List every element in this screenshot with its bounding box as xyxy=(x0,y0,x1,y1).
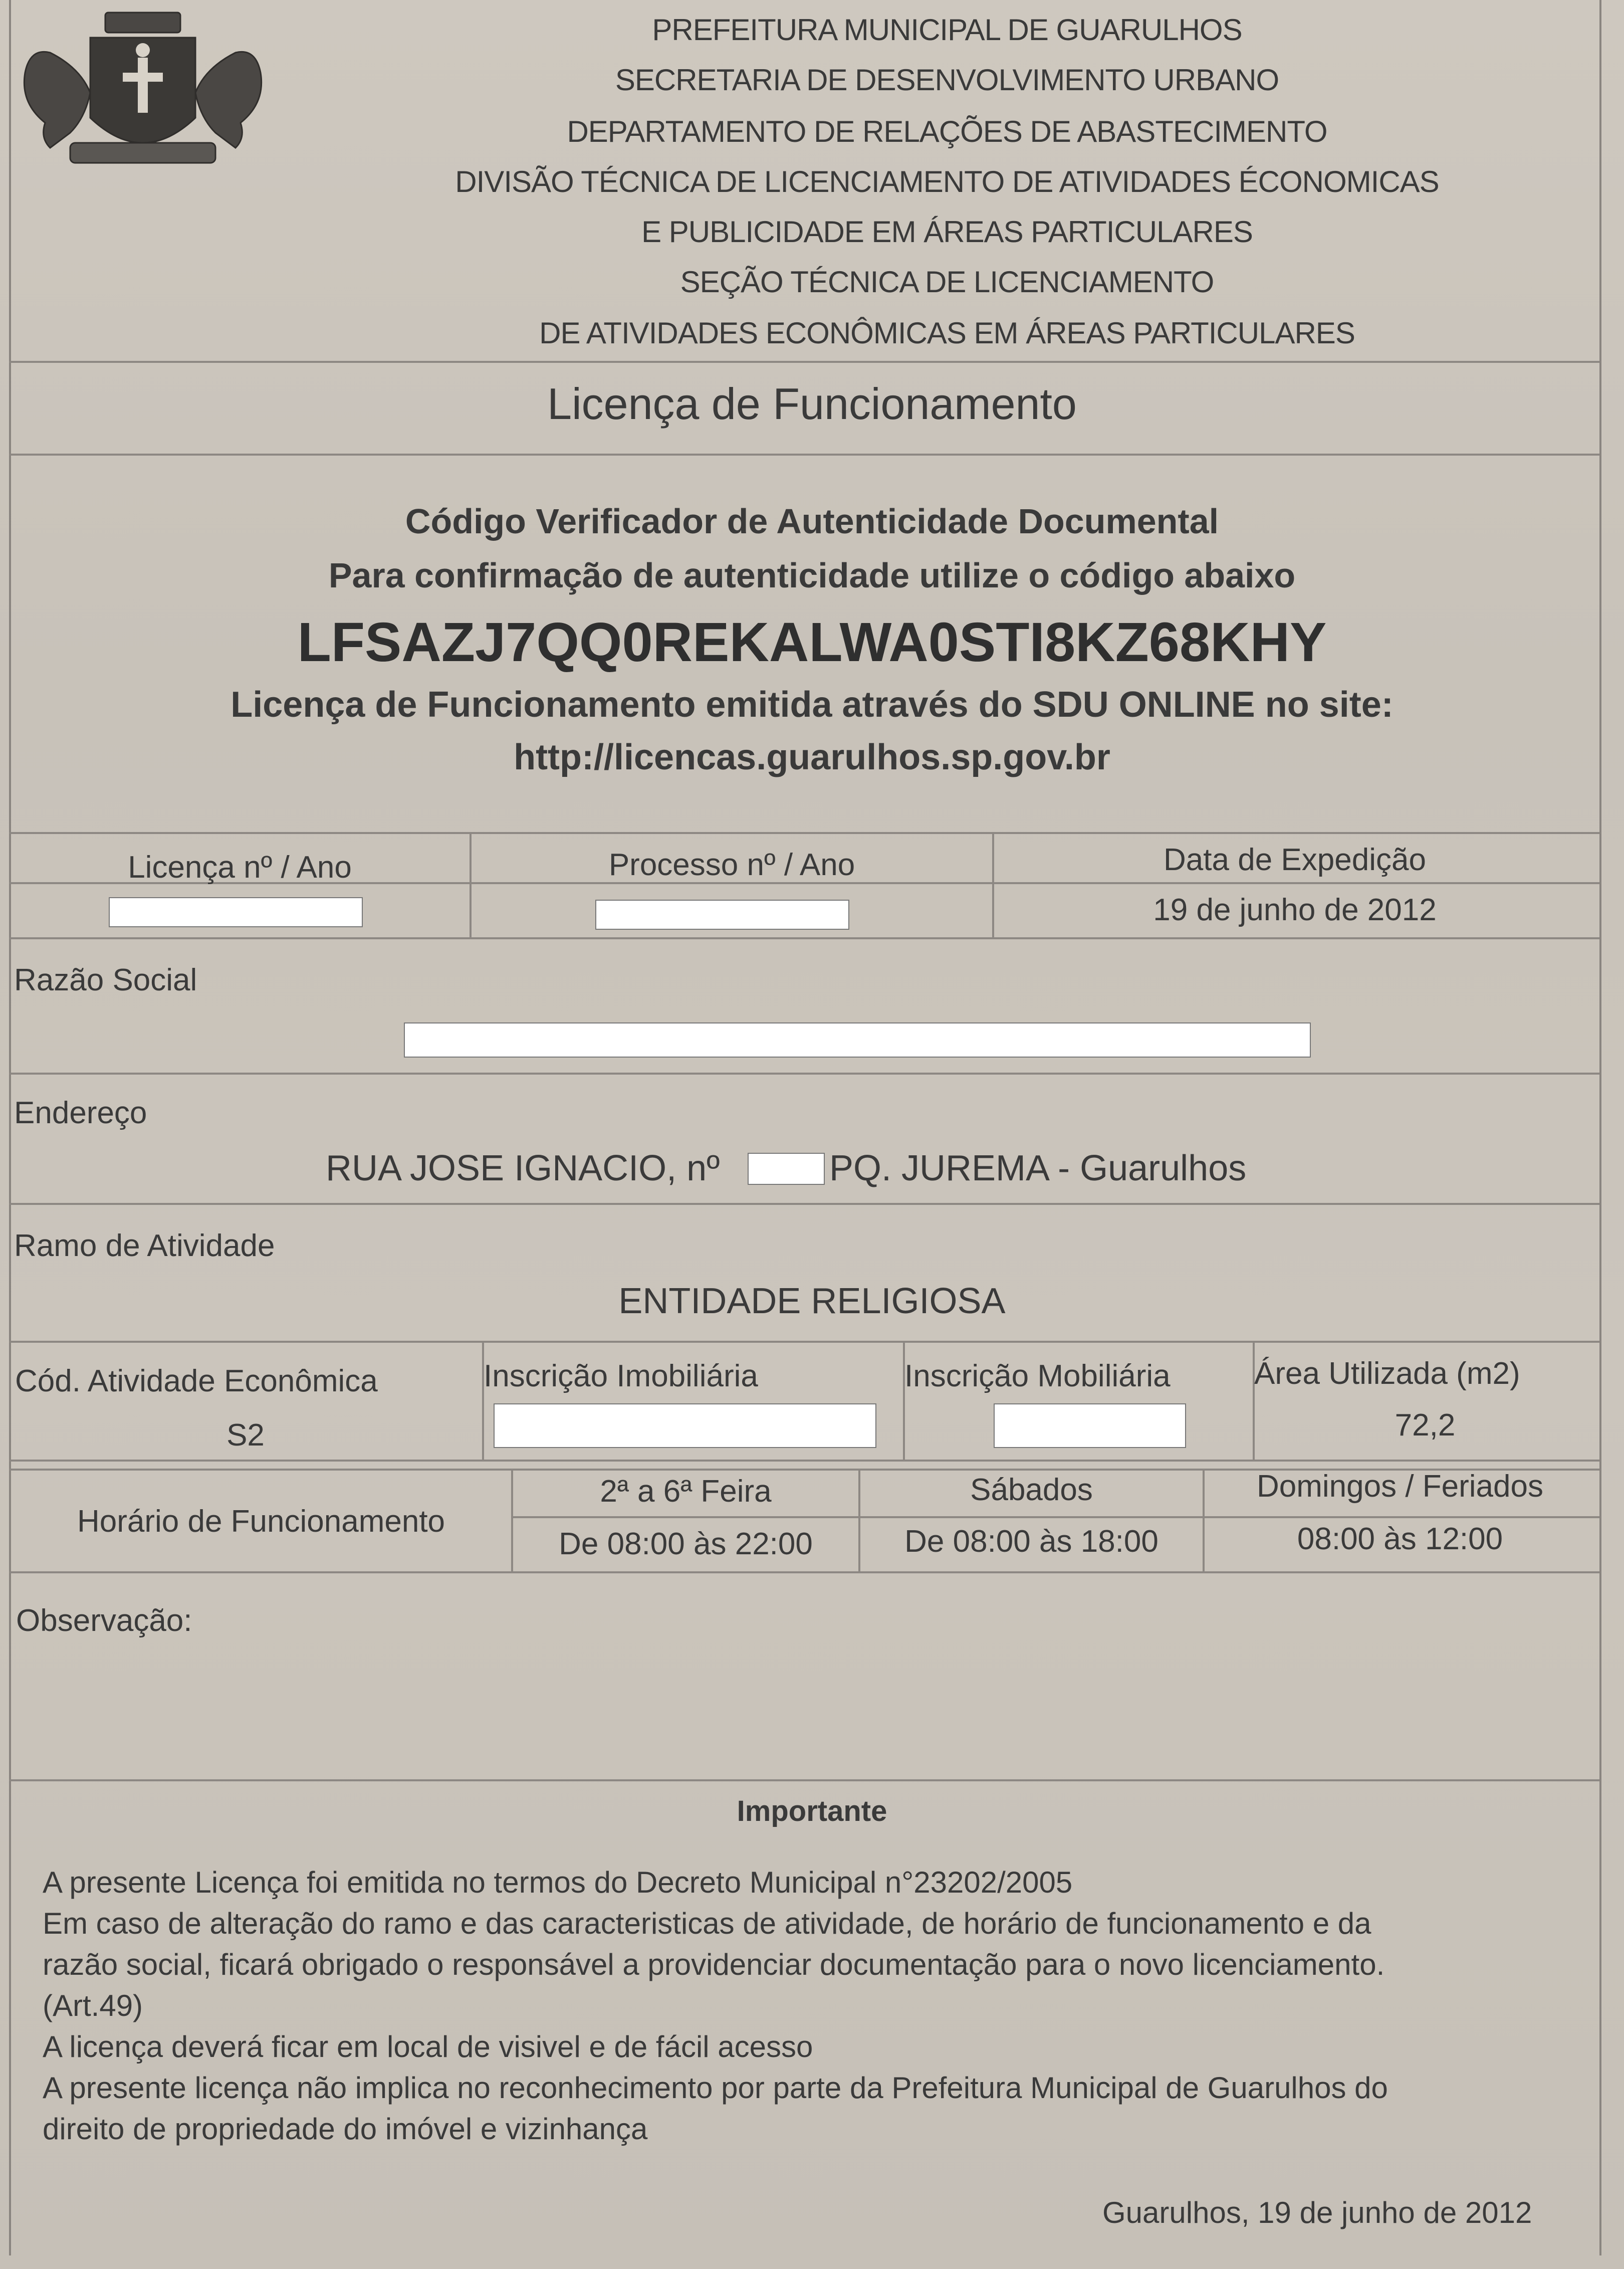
address-number-redacted xyxy=(748,1153,825,1185)
issued-via-text: Licença de Funcionamento emitida através do SDU ONLINE no site: xyxy=(230,685,1394,725)
hours-label: Horário de Funcionamento xyxy=(77,1504,445,1539)
place-and-date: Guarulhos, 19 de junho de 2012 xyxy=(1102,2196,1532,2229)
header-line-4: DIVISÃO TÉCNICA DE LICENCIAMENTO DE ATIVIDADES ÉCONOMICAS xyxy=(455,165,1439,198)
address-label: Endereço xyxy=(14,1096,147,1130)
company-name-redacted xyxy=(404,1022,1311,1058)
header-line-5: E PUBLICIDADE EM ÁREAS PARTICULARES xyxy=(641,215,1253,249)
issue-date-value: 19 de junho de 2012 xyxy=(1153,893,1437,927)
issue-date-label: Data de Expedição xyxy=(1164,843,1426,877)
important-line: A presente licença não implica no reconhecimento por parte da Prefeitura Municipal de Guarulhos do xyxy=(43,2071,1388,2105)
divider xyxy=(9,937,1599,939)
important-line: razão social, ficará obrigado o responsável a providenciar documentação para o novo licenciamento. xyxy=(43,1948,1385,1981)
saturday-hours: De 08:00 às 18:00 xyxy=(904,1524,1158,1559)
header-line-6: SEÇÃO TÉCNICA DE LICENCIAMENTO xyxy=(680,265,1214,299)
important-heading: Importante xyxy=(737,1795,887,1827)
process-number-label: Processo nº / Ano xyxy=(608,848,855,882)
document-title: Licença de Funcionamento xyxy=(547,379,1077,429)
address-street: RUA JOSE IGNACIO, nº xyxy=(326,1148,720,1188)
divider xyxy=(9,1341,1599,1343)
weekdays-hours: De 08:00 às 22:00 xyxy=(559,1527,813,1561)
divider xyxy=(9,1460,1599,1462)
economic-activity-code-value: S2 xyxy=(226,1418,265,1453)
activity-label: Ramo de Atividade xyxy=(14,1228,275,1263)
verification-code: LFSAZJ7QQ0REKALWA0STI8KZ68KHY xyxy=(297,611,1327,673)
divider xyxy=(9,361,1599,363)
header-line-2: SECRETARIA DE DESENVOLVIMENTO URBANO xyxy=(615,63,1279,97)
activity-value: ENTIDADE RELIGIOSA xyxy=(618,1281,1006,1321)
important-line: direito de propriedade do imóvel e vizinhança xyxy=(43,2112,648,2146)
header-line-7: DE ATIVIDADES ECONÔMICAS EM ÁREAS PARTICULARES xyxy=(539,316,1355,350)
used-area-value: 72,2 xyxy=(1395,1408,1456,1442)
header-line-1: PREFEITURA MUNICIPAL DE GUARULHOS xyxy=(652,13,1242,47)
business-registration-redacted xyxy=(994,1403,1186,1448)
verification-instruction: Para confirmação de autenticidade utilize o código abaixo xyxy=(328,556,1296,595)
divider xyxy=(9,454,1599,456)
sunday-holiday-label: Domingos / Feriados xyxy=(1256,1469,1544,1504)
important-line: Em caso de alteração do ramo e das caracteristicas de atividade, de horário de funcionamento e da xyxy=(43,1907,1371,1940)
divider xyxy=(9,1779,1599,1781)
divider xyxy=(9,1203,1599,1205)
coat-of-arms-emblem xyxy=(10,8,276,178)
saturday-label: Sábados xyxy=(970,1473,1093,1507)
address-neighborhood: PQ. JUREMA - Guarulhos xyxy=(829,1148,1247,1188)
property-registration-redacted xyxy=(494,1403,876,1448)
verification-url[interactable]: http://licencas.guarulhos.sp.gov.br xyxy=(514,737,1110,777)
important-line: (Art.49) xyxy=(43,1989,143,2022)
license-number-label: Licença nº / Ano xyxy=(128,850,352,885)
important-line: A presente Licença foi emitida no termos do Decreto Municipal n°23202/2005 xyxy=(43,1866,1073,1899)
company-name-label: Razão Social xyxy=(14,963,197,997)
verification-heading: Código Verificador de Autenticidade Documental xyxy=(405,502,1219,541)
divider xyxy=(511,1516,1599,1518)
process-number-redacted xyxy=(595,900,849,930)
economic-activity-code-label: Cód. Atividade Econômica xyxy=(15,1364,378,1398)
license-number-redacted xyxy=(109,897,363,927)
notes-label: Observação: xyxy=(16,1603,192,1638)
header-line-3: DEPARTAMENTO DE RELAÇÕES DE ABASTECIMENTO xyxy=(567,115,1327,148)
property-registration-label: Inscrição Imobiliária xyxy=(484,1359,758,1393)
weekdays-label: 2ª a 6ª Feira xyxy=(600,1474,772,1509)
sunday-holiday-hours: 08:00 às 12:00 xyxy=(1297,1522,1503,1556)
important-line: A licença deverá ficar em local de visivel e de fácil acesso xyxy=(43,2030,813,2064)
divider xyxy=(9,1073,1599,1075)
divider xyxy=(9,832,1599,834)
divider xyxy=(9,1571,1599,1573)
business-registration-label: Inscrição Mobiliária xyxy=(904,1359,1171,1393)
used-area-label: Área Utilizada (m2) xyxy=(1254,1356,1520,1391)
